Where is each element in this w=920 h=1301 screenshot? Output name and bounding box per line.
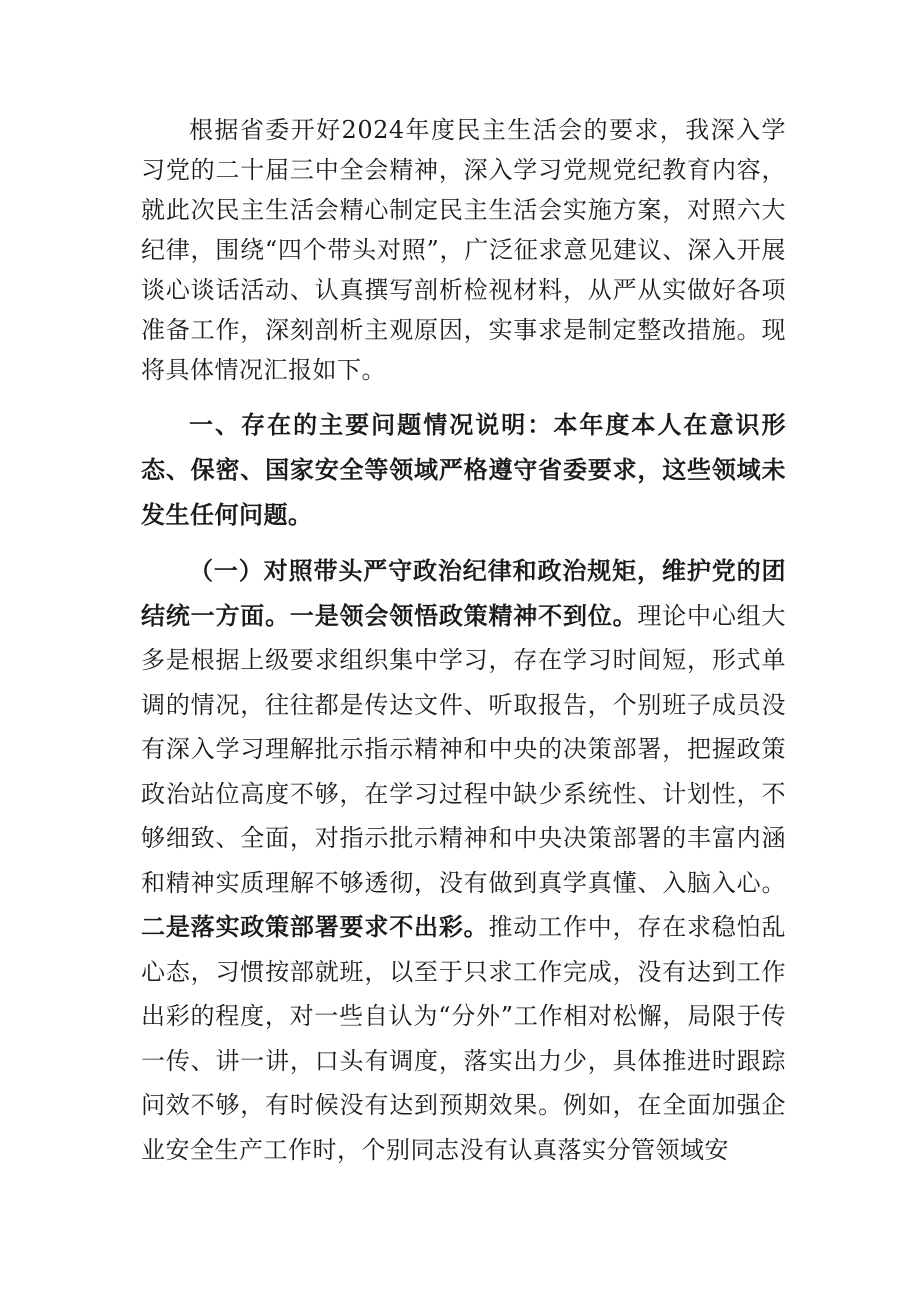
- sub-heading-text: （一）对照带头严守政治纪律和政治规矩，维护党的团结统一方面。: [141, 556, 786, 630]
- point-one-title: 一是领会领悟政策精神不到位。: [289, 600, 638, 630]
- section-heading-text: 一、存在的主要问题情况说明：本年度本人在意识形态、保密、国家安全等领域严格遵守省委要求，这些领域未发生任何问题。: [141, 410, 786, 529]
- document-body: [141, 110, 786, 1172]
- section-one-paragraph: [141, 549, 786, 1172]
- point-two-text: 推动工作中，存在求稳怕乱心态，习惯按部就班，以至于只求工作完成，没有达到工作出彩的程度，对一些自认为“分外”工作相对松懈，局限于传一传、讲一讲，口头有调度，落实出力少，具体推进时跟踪问效不够，有时候没有达到预期效果。例如，在全面加强企业安全生产工作时，个别同志没有认真落实分管领域安: [141, 913, 787, 1164]
- point-two-title: 二是落实政策部署要求不出彩。: [141, 912, 489, 941]
- section-heading-paragraph: [141, 402, 786, 537]
- intro-paragraph: [141, 110, 786, 390]
- point-one-text: 理论中心组大多是根据上级要求组织集中学习，存在学习时间短，形式单调的情况，往往都是传达文件、听取报告，个别班子成员没有深入学习理解批示指示精神和中央的决策部署，把握政策政治站位高度不够，在学习过程中缺少系统性、计划性，不够细致、全面，对指示批示精神和中央决策部署的丰富内涵和精神实质理解不够透彻，没有做到真学真懂、入脑入心。: [141, 601, 787, 897]
- intro-text: 根据省委开好2024年度民主生活会的要求，我深入学习党的二十届三中全会精神，深入学习党规党纪教育内容，就此次民主生活会精心制定民主生活会实施方案，对照六大纪律，围绕“四个带头对照”，广泛征求意见建议、深入开展谈心谈话活动、认真撰写剖析检视材料，从严从实做好各项准备工作，深刻剖析主观原因，实事求是制定整改措施。现将具体情况汇报如下。: [141, 116, 786, 384]
